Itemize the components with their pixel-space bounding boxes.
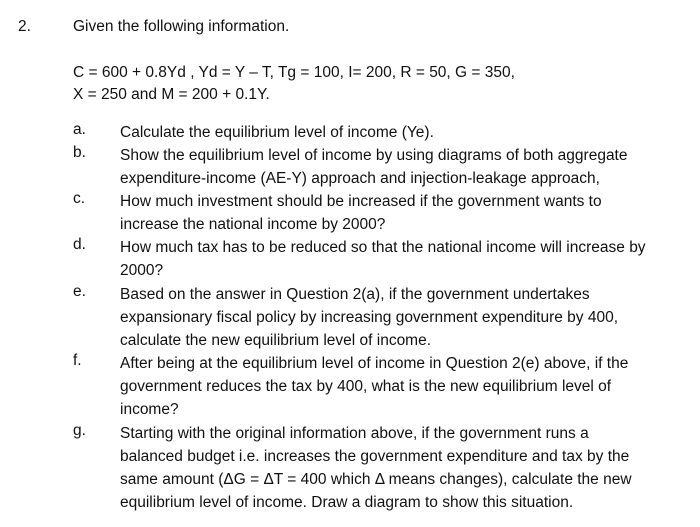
item-c-line: How much investment should be increased if the government wants to [120,193,602,210]
item-g-text [120,422,646,514]
item-c-line: increase the national income by 2000? [120,216,386,233]
given-information [73,62,515,106]
item-e-text [120,283,646,352]
item-a-line: Calculate the equilibrium level of income (Ye). [120,124,434,141]
item-a-text [120,121,646,144]
item-b-line: Show the equilibrium level of income by using diagrams of both aggregate [120,147,628,164]
item-e-line: calculate the new equilibrium level of income. [120,332,432,349]
item-e-line: expansionary fiscal policy by increasing government expenditure by 400, [120,309,619,326]
item-d-text [120,236,646,282]
given-info-line-1: C = 600 + 0.8Yd , Yd = Y – T, Tg = 100, I= 200, R = 50, G = 350, [73,64,515,81]
item-e-line: Based on the answer in Question 2(a), if the government undertakes [120,286,590,303]
item-d-line: 2000? [120,262,164,279]
item-c-label: c. [73,190,86,207]
item-a-label: a. [73,121,86,138]
given-info-line-2: X = 250 and M = 200 + 0.1Y. [73,86,270,103]
item-g-line: Starting with the original information above, if the government runs a [120,425,589,442]
item-f-line: After being at the equilibrium level of income in Question 2(e) above, if the [120,355,629,372]
question-number: 2. [18,18,31,35]
item-f-line: government reduces the tax by 400, what is the new equilibrium level of [120,378,612,395]
item-f-line: income? [120,401,179,418]
item-f-text [120,352,646,421]
item-g-line: equilibrium level of income. Draw a diagram to show this situation. [120,494,574,511]
item-b-label: b. [73,144,86,161]
item-d-label: d. [73,236,86,253]
item-g-line: balanced budget i.e. increases the government expenditure and tax by the [120,448,630,465]
item-b-line: expenditure-income (AE-Y) approach and injection-leakage approach, [120,170,600,187]
item-b-text [120,144,646,190]
item-g-label: g. [73,422,86,439]
item-g-line: same amount (ΔG = ΔT = 400 which Δ means changes), calculate the new [120,471,632,488]
item-f-label: f. [73,352,82,369]
item-d-line: How much tax has to be reduced so that the national income will increase by [120,239,646,256]
question-intro: Given the following information. [73,18,290,35]
item-e-label: e. [73,283,86,300]
item-c-text [120,190,646,236]
